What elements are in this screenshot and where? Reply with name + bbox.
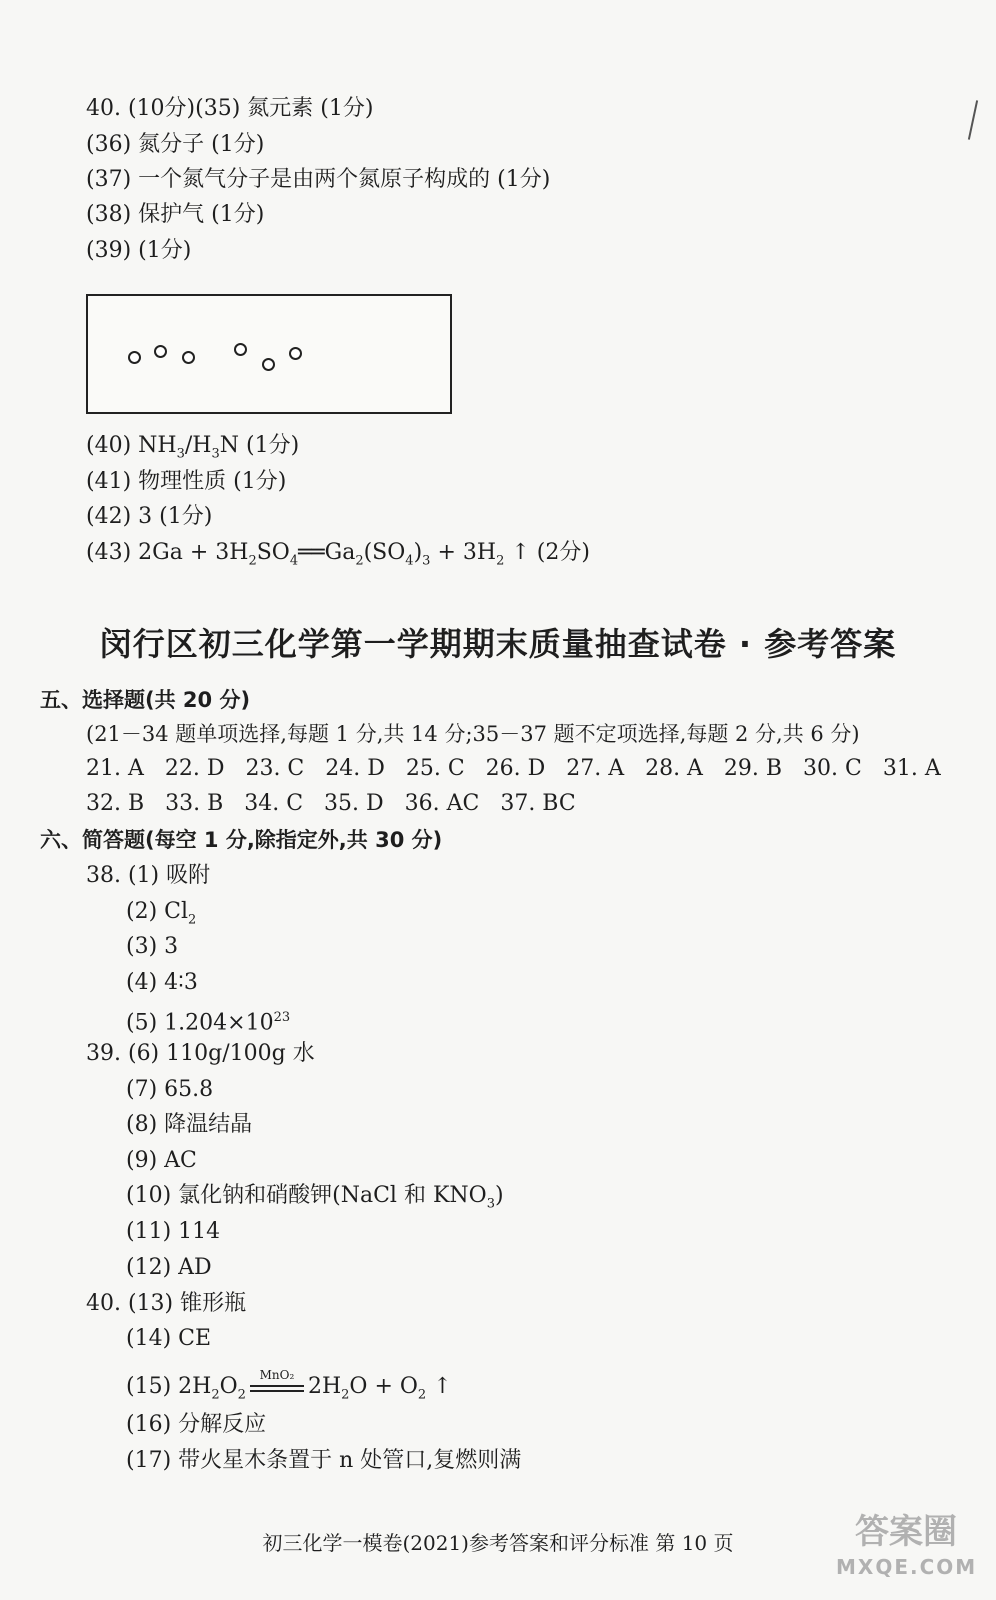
nitrogen-atom: [262, 358, 275, 371]
answer-39-10: (10) 氯化钠和硝酸钾(NaCl 和 $KNO_3$): [126, 1183, 504, 1212]
answer-38-1: 38. (1) 吸附: [86, 863, 211, 888]
answer-37: (37) 一个氮气分子是由两个氮原子构成的 (1分): [86, 167, 551, 192]
nitrogen-atom: [289, 347, 302, 360]
page-title: 闵行区初三化学第一学期期末质量抽查试卷 · 参考答案: [99, 625, 897, 663]
page-footer: 初三化学一模卷(2021)参考答案和评分标准 第 10 页: [262, 1531, 734, 1555]
answer-41: (41) 物理性质 (1分): [86, 469, 287, 494]
answer-38-2: (2) $Cl_2$: [126, 899, 197, 928]
watermark-logo: [836, 1510, 976, 1590]
answer-40-14: (14) CE: [126, 1326, 212, 1351]
answer-38-3: (3) 3: [126, 934, 179, 959]
nitrogen-atom: [234, 343, 247, 356]
answer-42: (42) 3 (1分): [86, 504, 213, 529]
answer-38: (38) 保护气 (1分): [86, 202, 265, 227]
answer-38-4: (4) 4∶3: [126, 970, 198, 995]
watermark-url: MXQE.COM: [836, 1555, 978, 1579]
answer-43-equation: (43) $2Ga + 3H_2SO_4══Ga_2(SO_4)_3 + 3H_2$ ↑ (2分): [86, 540, 590, 569]
answer-36: (36) 氮分子 (1分): [86, 132, 265, 157]
nitrogen-atom: [128, 351, 141, 364]
answer-39-11: (11) 114: [126, 1219, 221, 1244]
answer-39: (39) (1分): [86, 238, 192, 263]
answer-39-7: (7) 65.8: [126, 1077, 214, 1102]
answer-39-8: (8) 降温结晶: [126, 1112, 253, 1137]
answer-40-formula: (40) $NH_3/H_3N$ (1分): [86, 433, 300, 462]
nitrogen-atom: [182, 351, 195, 364]
watermark-text: 答案圈: [855, 1512, 957, 1552]
catalyst-reaction-arrow: MnO₂: [246, 1372, 308, 1402]
scan-mark: [968, 100, 978, 140]
section-5-note: (21－34 题单项选择,每题 1 分,共 14 分;35－37 题不定项选择,每题 2 分,共 6 分): [86, 722, 860, 746]
section-6-heading: 六、简答题(每空 1 分,除指定外,共 30 分): [40, 828, 443, 852]
answer-40-16: (16) 分解反应: [126, 1412, 267, 1437]
answer-38-5: (5) $1.204\times 10^{23}$: [126, 1010, 291, 1036]
answer-40-35: 40. (10分)(35) 氮元素 (1分): [86, 96, 374, 121]
molecule-diagram-box: [86, 294, 452, 414]
choice-answers-row-1: 21. A 22. D 23. C 24. D 25. C 26. D 27. A 28. A 29. B 30. C 31. A: [86, 756, 941, 781]
answer-40-15-equation: (15) $2H_2O_2$ MnO₂ $2H_2O + O_2$ ↑: [126, 1368, 452, 1403]
section-5-heading: 五、选择题(共 20 分): [40, 688, 251, 712]
answer-39-6: 39. (6) 110g/100g 水: [86, 1041, 315, 1066]
answer-40-17: (17) 带火星木条置于 n 处管口,复燃则满: [126, 1448, 522, 1473]
choice-answers-row-2: 32. B 33. B 34. C 35. D 36. AC 37. BC: [86, 791, 576, 816]
answer-40-13: 40. (13) 锥形瓶: [86, 1291, 247, 1316]
nitrogen-atom: [154, 345, 167, 358]
answer-39-12: (12) AD: [126, 1255, 212, 1280]
answer-39-9: (9) AC: [126, 1148, 197, 1173]
